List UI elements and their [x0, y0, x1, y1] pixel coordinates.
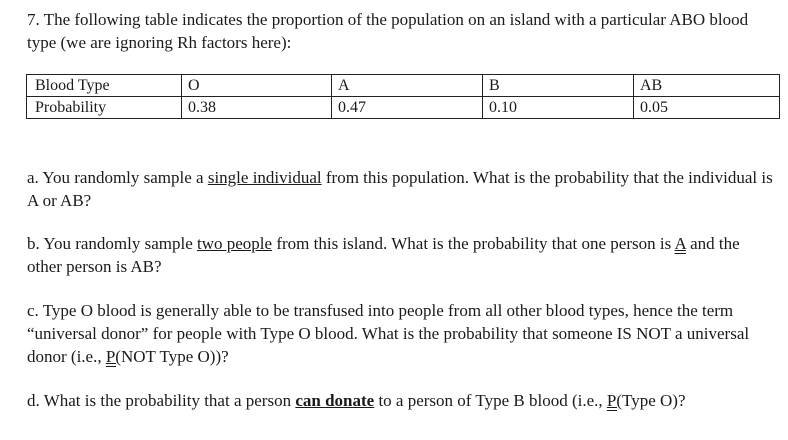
part-a-post: from this population. What is the probability that the individual is A or AB? — [27, 168, 773, 210]
table-header-row — [27, 75, 780, 97]
blood-type-table — [26, 74, 780, 119]
part-d — [27, 389, 775, 412]
table-cell-header-label: Blood Type — [27, 75, 182, 97]
table-cell-type-a: A — [332, 75, 483, 97]
part-a — [27, 166, 775, 212]
table-cell-prob-ab: 0.05 — [634, 97, 780, 119]
part-c-post: NOT Type O))? — [120, 347, 229, 366]
table-cell-type-b: B — [483, 75, 634, 97]
part-b-underlined-2: A — [674, 234, 686, 253]
table-probability-row — [27, 97, 780, 119]
part-a-underlined: single individual — [207, 168, 322, 187]
part-d-bold: can donate — [295, 391, 375, 410]
part-b-post: and the other person is AB? — [27, 234, 740, 276]
question-number: 7. — [27, 10, 40, 29]
table-cell-type-ab: AB — [634, 75, 780, 97]
part-c-underlined: P( — [105, 347, 121, 366]
part-c — [27, 299, 775, 368]
table-cell-prob-b: 0.10 — [483, 97, 634, 119]
part-c-pre: c. Type O blood is generally able to be transfused into people from all other blood types, hence the term “universal donor” for people with Type O blood. What is the probability that someone IS NOT a universal donor (i.e., — [27, 301, 750, 366]
part-d-underlined: P( — [606, 391, 623, 410]
part-b-mid: from this island. What is the probability that one person is — [272, 234, 675, 253]
part-d-mid: to a person of Type B blood (i.e., — [374, 391, 607, 410]
table-cell-type-o: O — [182, 75, 332, 97]
table-cell-prob-a: 0.47 — [332, 97, 483, 119]
part-a-pre: a. You randomly sample a — [27, 168, 208, 187]
table-cell-probability-label: Probability — [27, 97, 182, 119]
part-b — [27, 232, 775, 278]
table-cell-prob-o: 0.38 — [182, 97, 332, 119]
part-b-pre: b. You randomly sample — [27, 234, 197, 253]
question-intro-text: The following table indicates the proportion of the population on an island with a particular ABO blood type (we are ignoring Rh factors here): — [27, 10, 749, 52]
question-intro — [27, 8, 775, 54]
part-d-post: Type O)? — [622, 391, 686, 410]
part-b-underlined: two people — [197, 234, 273, 253]
part-d-pre: d. What is the probability that a person — [27, 391, 296, 410]
